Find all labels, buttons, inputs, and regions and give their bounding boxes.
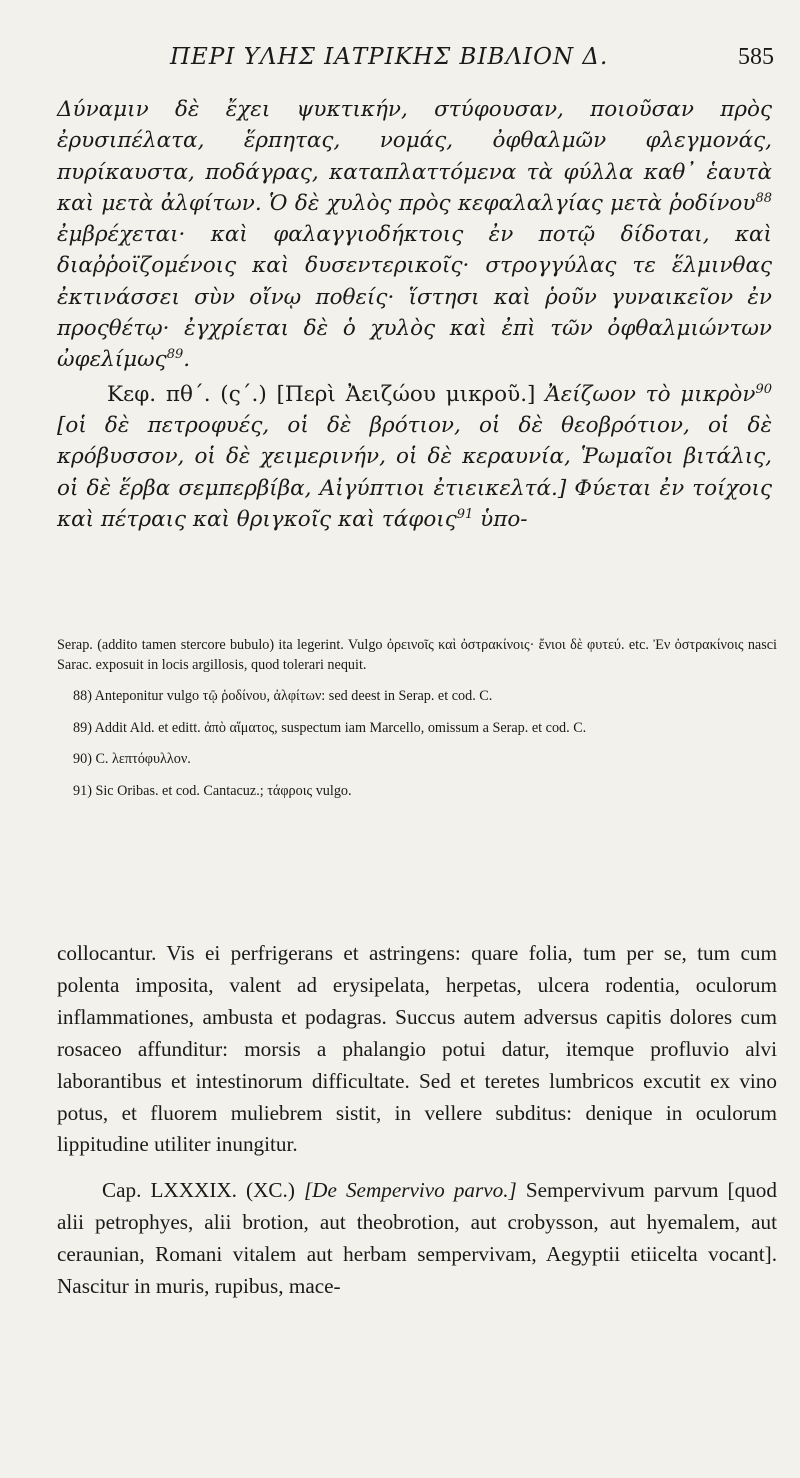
footnote-ref-89: 89 <box>166 347 184 363</box>
footnote-90: 90) C. λεπτόφυλλον. <box>73 751 191 767</box>
greek-text <box>57 94 772 535</box>
latin-chapter-title: [De Sempervivo parvo.] <box>303 1178 517 1203</box>
greek-chapter <box>57 379 772 535</box>
footnote-89: 89) Addit Ald. et editt. ἀπὸ αἵματος, suspectum iam Marcello, omissum a Serap. et cod. C. <box>73 719 587 736</box>
greek-chapter-text-1: Ἀείζωον τὸ μικρὸν <box>535 381 756 407</box>
running-title: ΠΕΡΙ ΥΛΗΣ ΙΑΤΡΙΚΗΣ ΒΙΒΛΙΟΝ Δ. <box>170 44 609 70</box>
greek-text-1: Δύναμιν δὲ ἔχει ψυκτικήν, στύφουσαν, ποιοῦσαν πρὸς ἐρυσιπέλατα, ἕρπητας, νομάς, ὀφθαλμῶν φλεγμονάς, πυρίκαυστα, ποδάγρας, καταπλαττόμενα τὰ φύλλα καθ᾽ ἑαυτὰ καὶ μετὰ ἀλφίτων. Ὁ δὲ χυλὸς πρὸς κεφαλαλγίας μετὰ ῥοδίνου <box>57 97 772 216</box>
latin-chapter-text: Sempervivum parvum [quod alii petrophyes, alii brotion, aut theobrotion, aut crobysson, aut hyemalem, aut ceraunian, Romani vitalem aut herbam sempervivam, Aegyptii etiicelta vocant]. Nascitur in muris, rupibus, mace- <box>57 1178 777 1299</box>
greek-chapter-text-2: [οἱ δὲ πετροφυές, οἱ δὲ βρότιον, οἱ δὲ θεοβρότιον, οἱ δὲ κρόβυσσον, οἱ δὲ χειμερινήν, οἱ δὲ κεραυνία, Ῥωμαῖοι βιτάλις, οἱ δὲ ἕρβα σεμπερβίβα, Αἰγύπτιοι ἐτιεικελτά.] Φύεται ἐν τοίχοις καὶ πέτραις καὶ θριγκοῖς καὶ τάφοις <box>57 412 772 532</box>
greek-text-3: . <box>183 347 191 373</box>
footnote-ref-91: 91 <box>456 506 474 522</box>
footnotes <box>57 636 777 801</box>
latin-text <box>57 938 777 1303</box>
latin-paragraph: collocantur. Vis ei perfrigerans et astringens: quare folia, tum per se, tum cum polenta imposita, valent ad erysipelata, herpetas, ulcera rodentia, oculorum inflammationes, ambusta et podagras. Succus autem adversus capitis dolores cum rosaceo affunditur: morsis a phalangio potui datur, itemque profluvio alvi laborantibus et intestinorum difficultate. Sed et teretes lumbricos excutit ex vino potus, et fluorem muliebrem sistit, in vellere subditus: denique in oculorum lippitudine utiliter inungitur. <box>57 941 777 1157</box>
footnote-91: 91) Sic Oribas. et cod. Cantacuz.; τάφροις vulgo. <box>73 782 352 799</box>
page-header <box>50 42 780 82</box>
greek-chapter-text-3: ὑπο- <box>473 506 528 532</box>
footnote-ref-90: 90 <box>755 381 772 397</box>
footnote-continuation: Serap. (addito tamen stercore bubulo) ita legerint. Vulgo ὀρεινοῖς καὶ ὀστρακίνοις· ἔνιοι δὲ φυτεύ. etc. Ἐν ὀστρακίνοις nasci Sarac. exposuit in locis argillosis, quod tolerari nequit. <box>57 637 777 673</box>
greek-text-2: ἐμβρέχεται· καὶ φαλαγγιοδήκτοις ἐν ποτῷ δίδοται, καὶ διαῤῥοϊζομένοις καὶ δυσεντερικοῖς· στρογγύλας τε ἕλμινθας ἐκτινάσσει σὺν οἴνῳ ποθείς· ἵστησι καὶ ῥοῦν γυναικεῖον ἐν προςθέτῳ· ἐγχρίεται δὲ ὁ χυλὸς καὶ ἐπὶ τῶν ὀφθαλμιώντων ὠφελίμως <box>57 222 772 373</box>
greek-chapter-heading: Κεφ. πθ΄. (ς΄.) <box>107 381 267 407</box>
footnote-ref-88: 88 <box>755 190 772 206</box>
footnote-88: 88) Anteponitur vulgo τῷ ῥοδίνου, ἀλφίτων: sed deest in Serap. et cod. C. <box>73 688 493 704</box>
latin-chapter <box>57 1175 777 1303</box>
greek-paragraph <box>57 94 772 376</box>
page-number: 585 <box>738 44 774 70</box>
greek-chapter-title: [Περὶ Ἀειζώου μικροῦ.] <box>276 381 536 407</box>
latin-chapter-heading: Cap. LXXXIX. (XC.) <box>102 1178 295 1203</box>
